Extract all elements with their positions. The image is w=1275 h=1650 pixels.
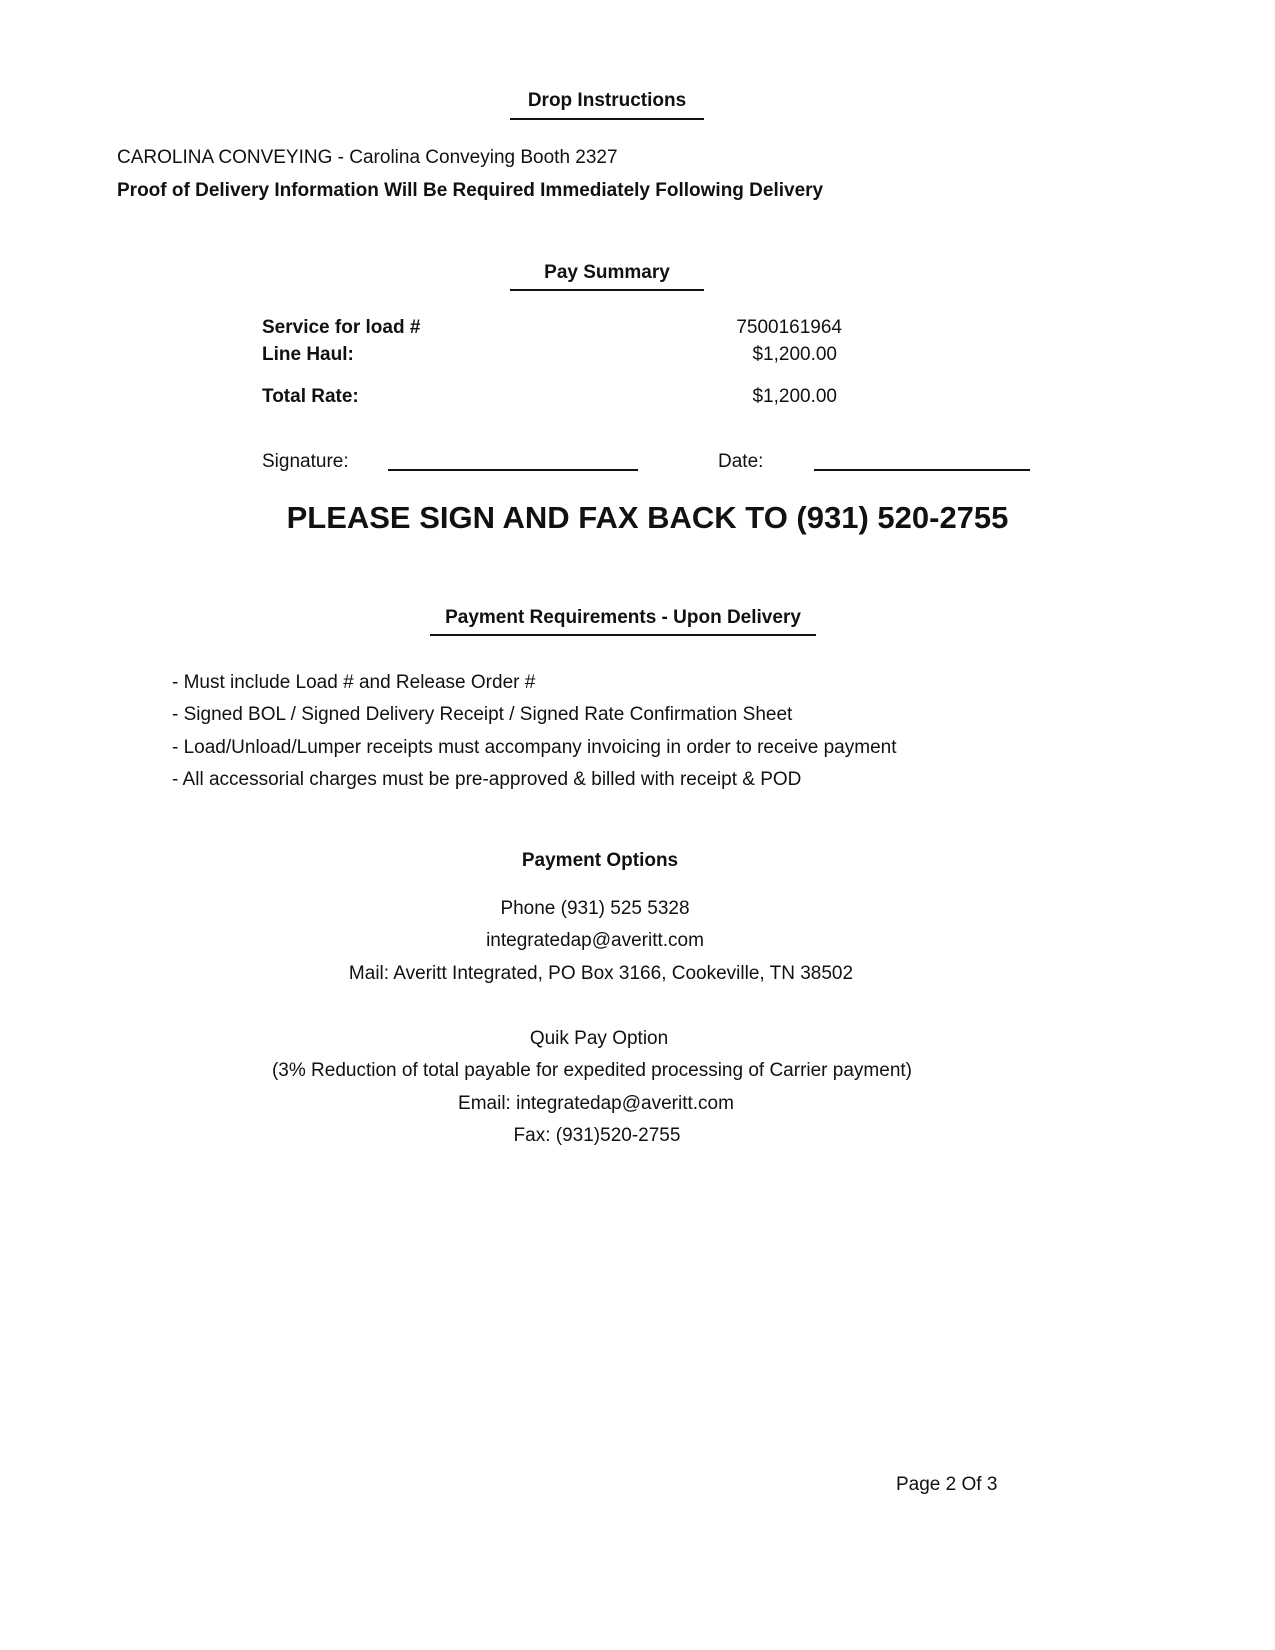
drop-instructions-underline (510, 118, 704, 120)
quik-pay-fax: Fax: (931)520-2755 (513, 1125, 681, 1146)
payment-requirements-title: Payment Requirements - Upon Delivery (445, 607, 801, 628)
signature-label: Signature: (262, 451, 349, 472)
line-haul-label: Line Haul: (262, 344, 354, 365)
fax-back-notice: PLEASE SIGN AND FAX BACK TO (931) 520-2755 (286, 500, 1009, 535)
payment-mail: Mail: Averitt Integrated, PO Box 3166, Cookeville, TN 38502 (348, 963, 854, 984)
drop-instructions-title: Drop Instructions (527, 90, 687, 111)
requirement-item: - Signed BOL / Signed Delivery Receipt / Signed Rate Confirmation Sheet (172, 704, 793, 725)
pay-summary-underline (510, 289, 704, 291)
total-rate-label: Total Rate: (262, 386, 359, 407)
line-haul-value: $1,200.00 (752, 344, 837, 365)
payment-phone: Phone (931) 525 5328 (500, 898, 690, 919)
payment-email[interactable]: integratedap@averitt.com (486, 930, 704, 951)
page-indicator: Page 2 Of 3 (896, 1474, 998, 1495)
drop-location: CAROLINA CONVEYING - Carolina Conveying Booth 2327 (117, 147, 618, 168)
service-load-value: 7500161964 (736, 317, 842, 338)
requirement-item: - All accessorial charges must be pre-approved & billed with receipt & POD (172, 769, 802, 790)
pay-summary-title: Pay Summary (544, 262, 670, 283)
quik-pay-email[interactable]: Email: integratedap@averitt.com (458, 1093, 734, 1114)
payment-options-title: Payment Options (521, 850, 679, 871)
payment-requirements-underline (430, 634, 816, 636)
requirement-item: - Must include Load # and Release Order # (172, 672, 536, 693)
quik-pay-title: Quik Pay Option (529, 1028, 669, 1049)
signature-line[interactable] (388, 469, 638, 471)
date-line[interactable] (814, 469, 1030, 471)
proof-of-delivery-notice: Proof of Delivery Information Will Be Required Immediately Following Delivery (117, 180, 824, 201)
service-load-label: Service for load # (262, 317, 421, 338)
total-rate-value: $1,200.00 (752, 386, 837, 407)
date-label: Date: (718, 451, 764, 472)
requirement-item: - Load/Unload/Lumper receipts must accompany invoicing in order to receive payment (172, 737, 897, 758)
quik-pay-description: (3% Reduction of total payable for expedited processing of Carrier payment) (271, 1060, 912, 1081)
